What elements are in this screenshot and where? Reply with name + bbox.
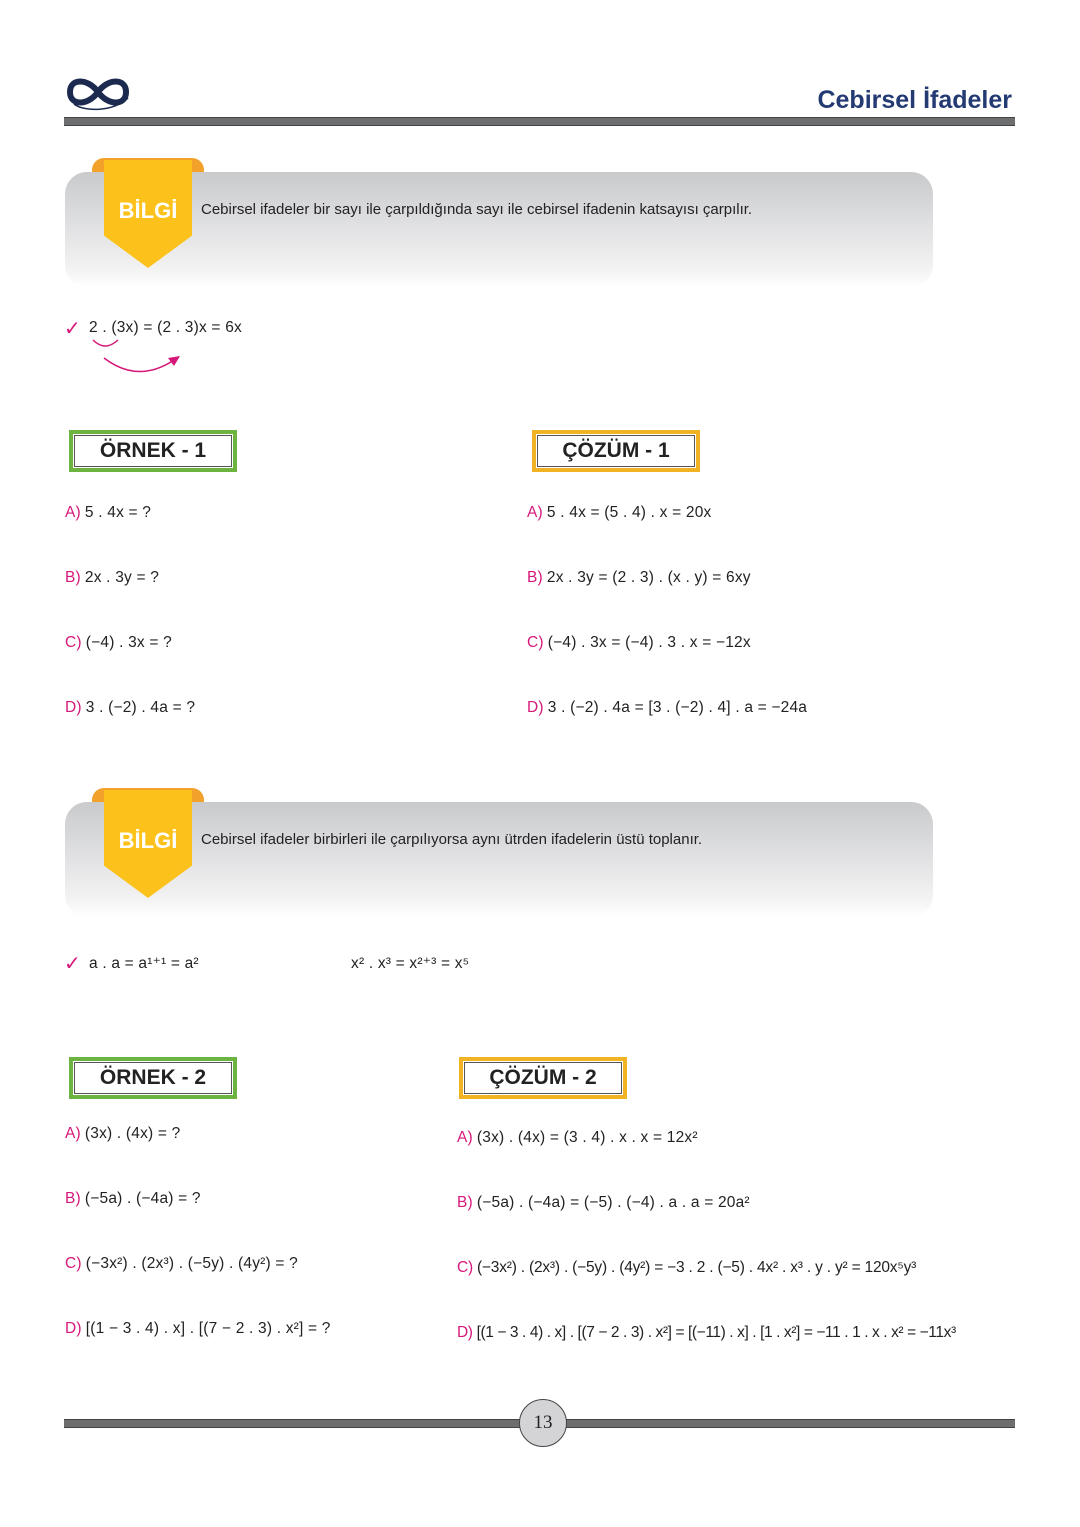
page-number: 13	[519, 1399, 567, 1447]
solution-2-title: ÇÖZÜM - 2	[459, 1057, 627, 1099]
item-text: (−5a) . (−4a) = (−5) . (−4) . a . a = 20a²	[476, 1194, 750, 1211]
item-label: A)	[65, 504, 81, 521]
info-text: Cebirsel ifadeler bir sayı ile çarpıldığında sayı ile cebirsel ifadenin katsayısı çarpılır.	[201, 201, 753, 218]
check-icon: ✓	[64, 318, 81, 340]
info-box-2	[65, 802, 933, 917]
info-text: Cebirsel ifadeler birbirleri ile çarpılıyorsa aynı ütrden ifadelerin üstü toplanır.	[201, 831, 703, 848]
item-text: 2x . 3y = ?	[84, 569, 160, 586]
footer-divider-left	[64, 1419, 524, 1428]
list-item	[65, 1255, 298, 1273]
item-label: B)	[65, 1190, 81, 1207]
item-label: D)	[65, 1320, 82, 1337]
item-text: (3x) . (4x) = ?	[84, 1125, 181, 1142]
item-label: A)	[65, 1125, 81, 1142]
item-text: [(1 − 3 . 4) . x] . [(7 − 2 . 3) . x²] = [(−11) . x] . [1 . x²] = −11 . 1 . x . x² = −11x³	[476, 1324, 956, 1341]
item-label: B)	[457, 1194, 473, 1211]
list-item	[527, 569, 751, 587]
item-text: (−3x²) . (2x³) . (−5y) . (4y²) = −3 . 2 . (−5) . 4x² . x³ . y . y² = 120x⁵y³	[476, 1259, 917, 1276]
item-text: 3 . (−2) . 4a = ?	[85, 699, 196, 716]
header-divider	[64, 117, 1015, 126]
item-text: (3x) . (4x) = (3 . 4) . x . x = 12x²	[476, 1129, 698, 1146]
item-label: D)	[527, 699, 544, 716]
item-label: D)	[457, 1324, 473, 1341]
list-item	[65, 504, 151, 522]
item-label: A)	[457, 1129, 473, 1146]
list-item	[457, 1259, 916, 1277]
item-label: C)	[457, 1259, 473, 1276]
list-item	[65, 1125, 181, 1143]
page-title: Cebirsel İfadeler	[817, 86, 1012, 114]
item-text: 2x . 3y = (2 . 3) . (x . y) = 6xy	[546, 569, 751, 586]
info-label: BİLGİ	[118, 198, 178, 223]
example-2-title: ÖRNEK - 2	[69, 1057, 237, 1099]
item-label: D)	[65, 699, 82, 716]
list-item	[527, 504, 712, 522]
item-text: 5 . 4x = (5 . 4) . x = 20x	[546, 504, 712, 521]
list-item	[65, 569, 159, 587]
list-item	[65, 634, 172, 652]
list-item	[527, 634, 751, 652]
item-label: C)	[65, 1255, 82, 1272]
list-item	[527, 699, 807, 717]
solution-1-title: ÇÖZÜM - 1	[532, 430, 700, 472]
item-label: C)	[65, 634, 82, 651]
info-box-1	[65, 172, 933, 287]
item-text: (−4) . 3x = (−4) . 3 . x = −12x	[547, 634, 751, 651]
list-item	[457, 1129, 698, 1147]
check-icon: ✓	[64, 953, 81, 975]
item-text: (−4) . 3x = ?	[85, 634, 172, 651]
info-example-1: a . a = a¹⁺¹ = a²	[89, 955, 199, 972]
item-label: A)	[527, 504, 543, 521]
list-item	[457, 1194, 750, 1212]
infinity-logo-icon	[64, 74, 132, 112]
item-text: 3 . (−2) . 4a = [3 . (−2) . 4] . a = −24a	[547, 699, 808, 716]
example-1-title: ÖRNEK - 1	[69, 430, 237, 472]
arrow-icon	[88, 338, 188, 378]
list-item	[65, 1320, 331, 1338]
item-label: B)	[527, 569, 543, 586]
footer-divider-right	[562, 1419, 1015, 1428]
list-item	[65, 1190, 201, 1208]
item-label: C)	[527, 634, 544, 651]
list-item	[457, 1324, 956, 1342]
info-example-2: x² . x³ = x²⁺³ = x⁵	[351, 955, 470, 972]
item-text: (−5a) . (−4a) = ?	[84, 1190, 201, 1207]
item-text: [(1 − 3 . 4) . x] . [(7 − 2 . 3) . x²] = ?	[85, 1320, 331, 1337]
list-item	[65, 699, 195, 717]
item-text: 5 . 4x = ?	[84, 504, 152, 521]
info-label: BİLGİ	[118, 828, 178, 853]
info-example: 2 . (3x) = (2 . 3)x = 6x	[89, 319, 242, 336]
item-label: B)	[65, 569, 81, 586]
item-text: (−3x²) . (2x³) . (−5y) . (4y²) = ?	[85, 1255, 298, 1272]
